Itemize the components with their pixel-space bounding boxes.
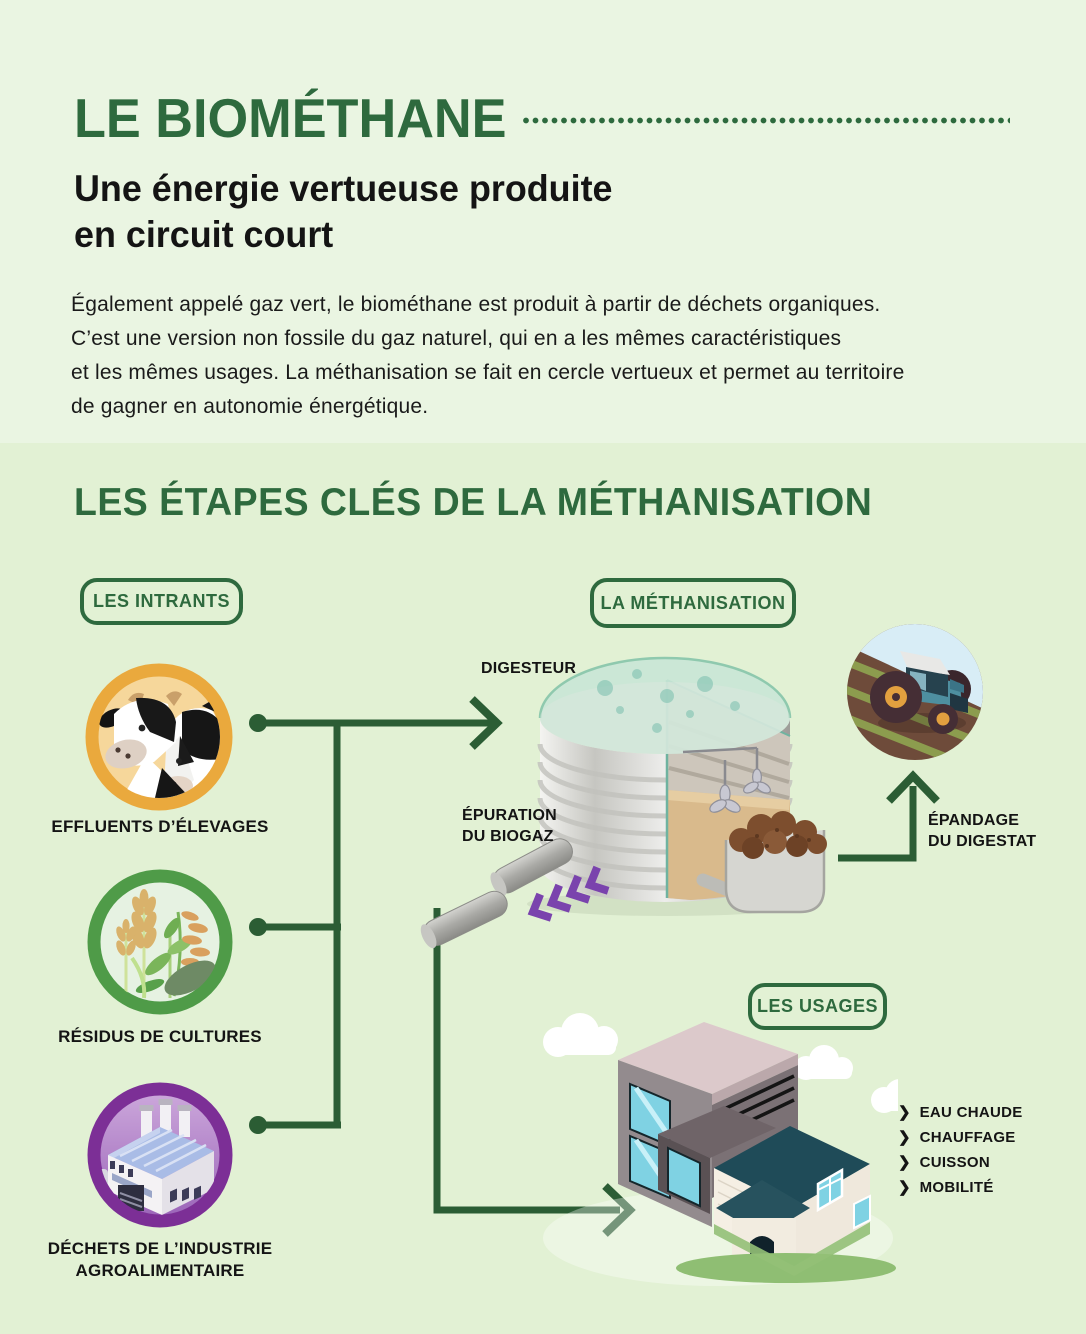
label-digesteur: DIGESTEUR [481, 660, 577, 677]
usage-item-mobilite [898, 1175, 1023, 1200]
label-epandage-line-1: ÉPANDAGE [928, 812, 1020, 829]
label-effluents: EFFLUENTS D’ÉLEVAGES [51, 817, 269, 836]
usage-item-eau-chaude [898, 1100, 1023, 1125]
factory-icon [86, 1081, 234, 1229]
paragraph-line-1: Également appelé gaz vert, le biométhane est produit à partir de déchets organiques. [71, 293, 881, 316]
paragraph-line-4: de gagner en autonomie énergétique. [71, 395, 429, 418]
paragraph-line-3: et les mêmes usages. La méthanisation se fait en cercle vertueux et permet au territoire [71, 361, 905, 384]
usage-label: MOBILITÉ [919, 1179, 994, 1196]
flow-dot-effluents [249, 714, 267, 732]
cow-icon [84, 662, 234, 812]
usages-list [898, 1100, 1023, 1200]
paragraph-line-2: C’est une version non fossile du gaz naturel, qui en a les mêmes caractéristiques [71, 327, 842, 350]
label-epandage-line-2: DU DIGESTAT [928, 833, 1037, 850]
chevron-right-icon: ❯ [898, 1129, 911, 1146]
label-epuration-line-2: DU BIOGAZ [462, 828, 554, 845]
wheat-icon [86, 868, 234, 1016]
chevron-right-icon: ❯ [898, 1104, 911, 1121]
usage-item-chauffage [898, 1125, 1023, 1150]
usage-label: EAU CHAUDE [919, 1104, 1023, 1121]
badge-les-intrants: LES INTRANTS [80, 578, 243, 625]
badge-la-methanisation: LA MÉTHANISATION [590, 578, 796, 628]
badge-les-usages: LES USAGES [748, 983, 887, 1030]
label-epuration [462, 805, 557, 847]
subtitle-line-1: Une énergie vertueuse produite [74, 168, 613, 209]
buildings-illustration [518, 1008, 898, 1288]
label-dechets [0, 1238, 320, 1282]
digester-illustration [405, 648, 905, 958]
flow-dot-residus [249, 918, 267, 936]
usage-label: CUISSON [919, 1154, 991, 1171]
label-residus: RÉSIDUS DE CULTURES [58, 1027, 262, 1046]
section-title: LES ÉTAPES CLÉS DE LA MÉTHANISATION [74, 481, 873, 524]
label-dechets-line-2: AGROALIMENTAIRE [75, 1261, 245, 1280]
cloud-icon [794, 1045, 853, 1080]
chevron-right-icon: ❯ [898, 1154, 911, 1171]
label-dechets-line-1: DÉCHETS DE L’INDUSTRIE [47, 1239, 273, 1258]
chevron-right-icon: ❯ [898, 1179, 911, 1196]
cloud-icon [543, 1013, 618, 1057]
flow-dot-dechets [249, 1116, 267, 1134]
usage-item-cuisson [898, 1150, 1023, 1175]
label-epuration-line-1: ÉPURATION [462, 807, 557, 824]
subtitle-line-2: en circuit court [74, 214, 334, 255]
label-epandage [928, 810, 1036, 852]
tractor-icon [846, 623, 984, 761]
usage-label: CHAUFFAGE [919, 1129, 1016, 1146]
page-title: LE BIOMÉTHANE [74, 87, 507, 149]
